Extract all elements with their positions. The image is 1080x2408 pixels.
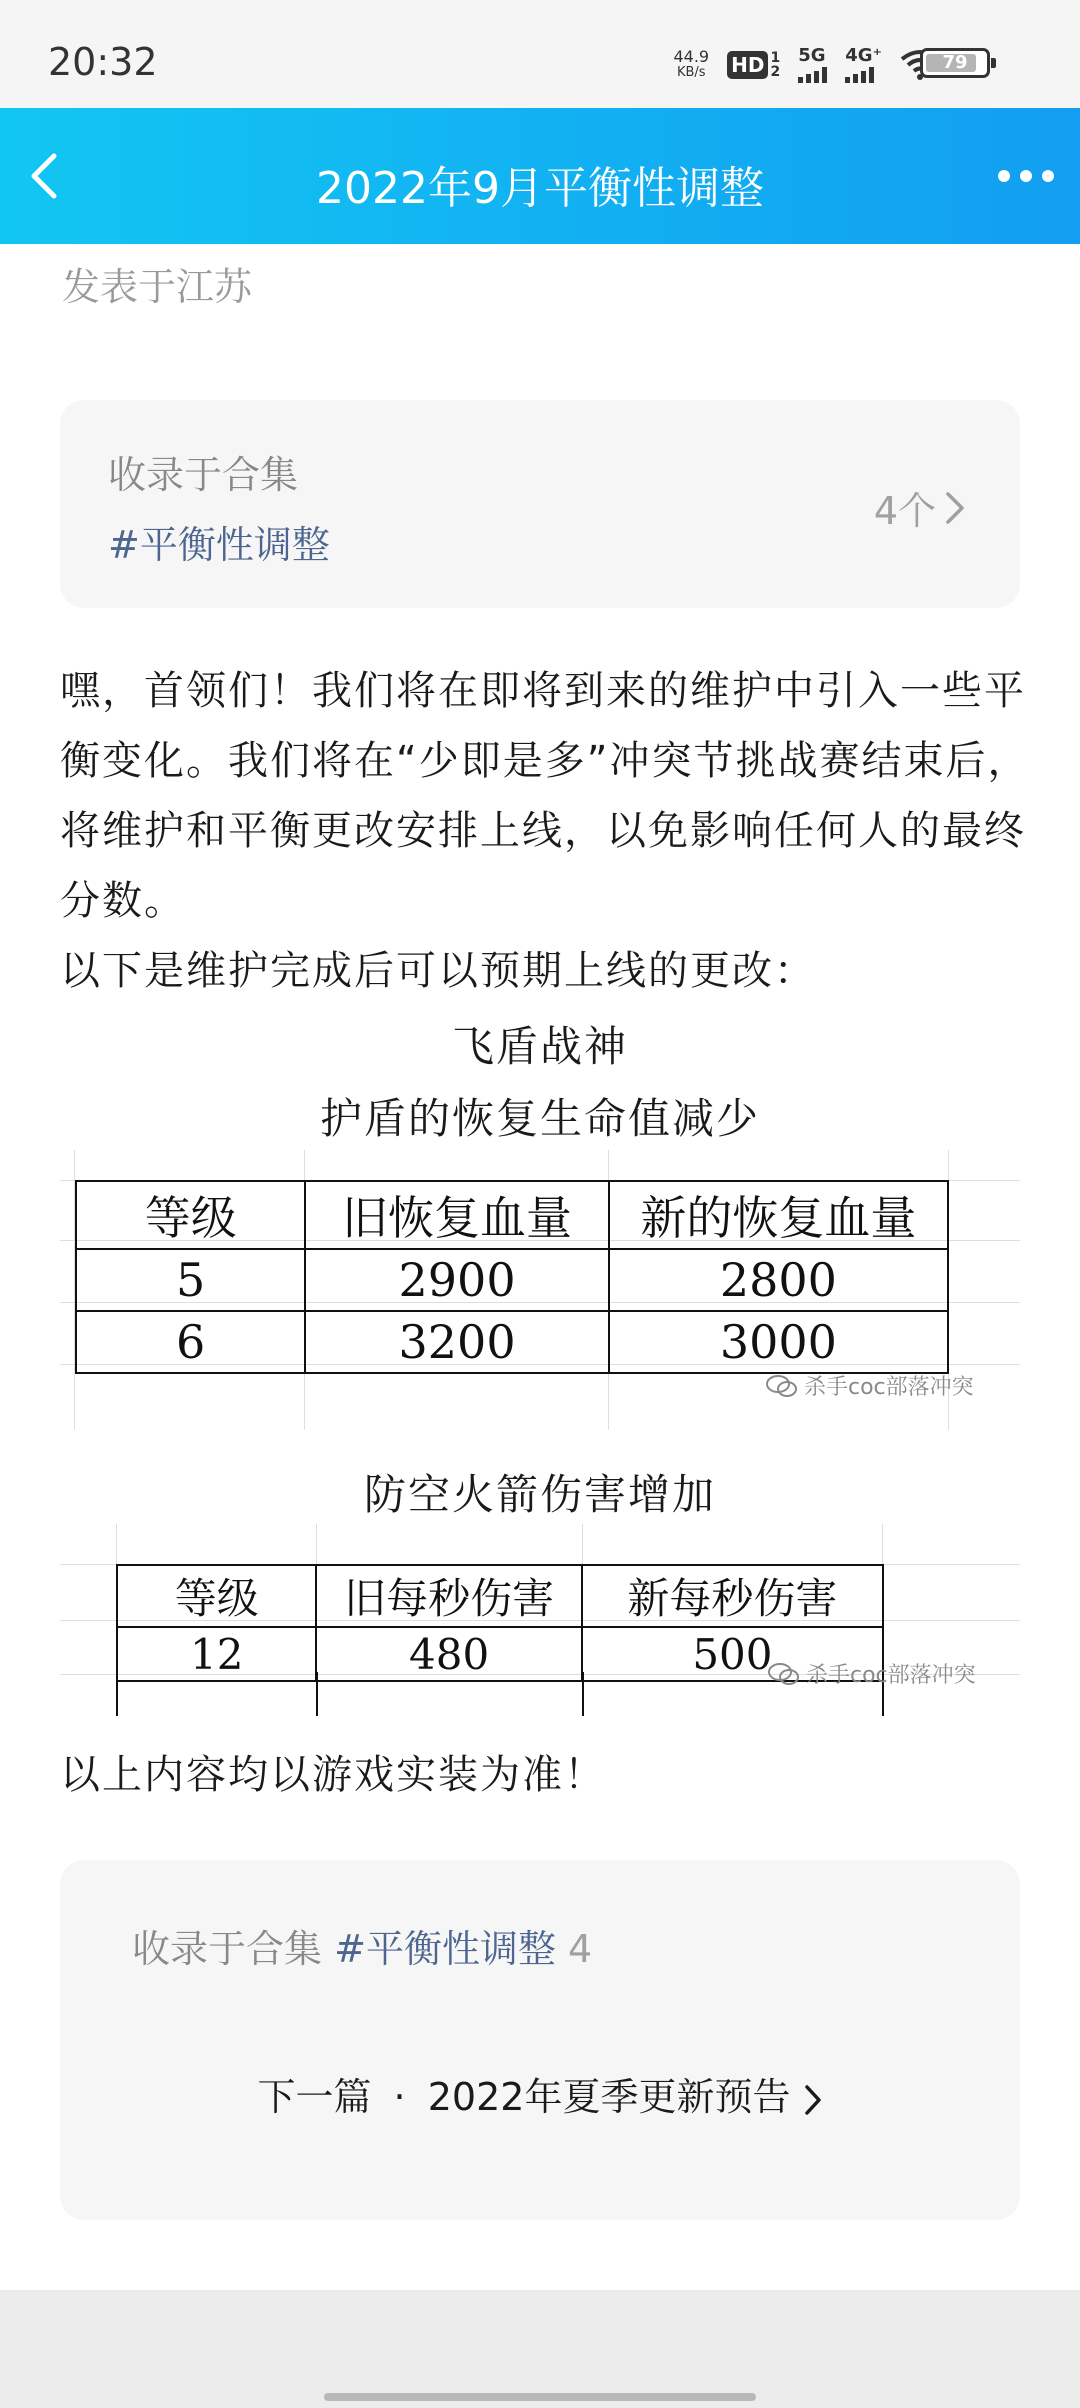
net-speed-value: 44.9: [673, 47, 710, 66]
next-article-link[interactable]: [60, 2066, 1020, 2121]
healing-table: [75, 1180, 949, 1374]
signal-bars-icon: [845, 67, 874, 83]
collection-tag-link[interactable]: #平衡性调整: [108, 523, 330, 567]
signal-4g: [845, 47, 882, 83]
collection-label: 收录于合集: [108, 453, 299, 497]
table-header-row: [117, 1565, 883, 1627]
watermark: [766, 1370, 974, 1401]
collection-card[interactable]: [60, 400, 1020, 608]
table-header-row: [76, 1181, 948, 1249]
wechat-icon: [768, 1662, 800, 1686]
hd-sim-top: 1: [770, 50, 781, 66]
net-speed-unit: KB/s: [676, 65, 706, 80]
battery-level: 79: [942, 52, 968, 73]
table-cell: 3200: [305, 1311, 608, 1373]
home-indicator[interactable]: [324, 2393, 756, 2401]
table-header-cell: 等级: [76, 1181, 305, 1249]
status-icons: [673, 40, 940, 90]
watermark: [768, 1658, 976, 1689]
net-speed: [673, 49, 709, 81]
table-cell: 6: [76, 1311, 305, 1373]
collection-label: 收录于合集: [132, 1927, 323, 1971]
collection-info[interactable]: [132, 1918, 592, 1973]
closing-note: 以上内容均以游戏实装为准！: [60, 1752, 606, 1798]
table-image-2: [60, 1524, 1020, 1716]
hd-indicator: [727, 51, 780, 79]
signal-5g: [798, 47, 827, 83]
status-bar: [0, 0, 1080, 108]
collection-count-text: 4个: [873, 489, 936, 533]
status-time: 20:32: [48, 40, 158, 84]
table-cell: 480: [316, 1627, 581, 1681]
intro-paragraph: 嘿，首领们！我们将在即将到来的维护中引入一些平衡变化。我们将在“少即是多”冲突节挑战赛结束后，将维护和平衡更改安排上线，以免影响任何人的最终分数。: [60, 668, 1030, 924]
table-row: [76, 1311, 948, 1373]
table-cell: 500: [582, 1627, 883, 1681]
collection-nav-card: [60, 1860, 1020, 2220]
signal-5g-label: 5G: [798, 45, 826, 66]
changes-intro: 以下是维护完成后可以预期上线的更改：: [60, 948, 816, 994]
footer-area: [0, 2290, 1080, 2408]
page-title: 2022年9月平衡性调整: [316, 163, 764, 214]
section-heading-air-defense: 防空火箭伤害增加: [363, 1470, 716, 1519]
watermark-text: 杀手coc部落冲突: [806, 1663, 976, 1688]
more-options-icon[interactable]: [996, 164, 1056, 188]
next-separator: ·: [393, 2075, 406, 2119]
hd-sim-bottom: 2: [770, 64, 781, 80]
top-nav-bar: [0, 108, 1080, 244]
table-row: [76, 1249, 948, 1311]
hd-sim-slots: [770, 51, 780, 79]
collection-count: 4: [568, 1927, 593, 1971]
table-cell: 5: [76, 1249, 305, 1311]
wechat-icon: [766, 1374, 798, 1398]
signal-bars-icon: [798, 67, 827, 83]
next-title: 2022年夏季更新预告: [427, 2075, 791, 2119]
table-image-1: [60, 1150, 1020, 1430]
hd-icon: HD: [727, 51, 768, 79]
collection-count[interactable]: [874, 480, 966, 535]
table-header-cell: 旧恢复血量: [305, 1181, 608, 1249]
table-header-cell: 新的恢复血量: [609, 1181, 948, 1249]
table-cell: 2800: [609, 1249, 948, 1311]
table-header-cell: 旧每秒伤害: [316, 1565, 581, 1627]
table-cell: 3000: [609, 1311, 948, 1373]
battery-icon: [920, 48, 990, 78]
chevron-right-icon: [803, 2083, 823, 2117]
collection-tag-link[interactable]: #平衡性调整: [334, 1927, 556, 1971]
signal-4g-label: 4G⁺: [845, 45, 882, 66]
table-header-cell: 等级: [117, 1565, 316, 1627]
table-cell: 2900: [305, 1249, 608, 1311]
next-label: 下一篇: [257, 2075, 372, 2119]
table-header-cell: 新每秒伤害: [582, 1565, 883, 1627]
chevron-right-icon: [944, 490, 966, 526]
section-heading-hero: 飞盾战神: [451, 1022, 628, 1071]
section-subheading-shield: 护盾的恢复生命值减少: [319, 1094, 760, 1143]
table-cell: 12: [117, 1627, 316, 1681]
watermark-text: 杀手coc部落冲突: [804, 1375, 974, 1400]
post-location: 发表于江苏: [62, 265, 253, 309]
